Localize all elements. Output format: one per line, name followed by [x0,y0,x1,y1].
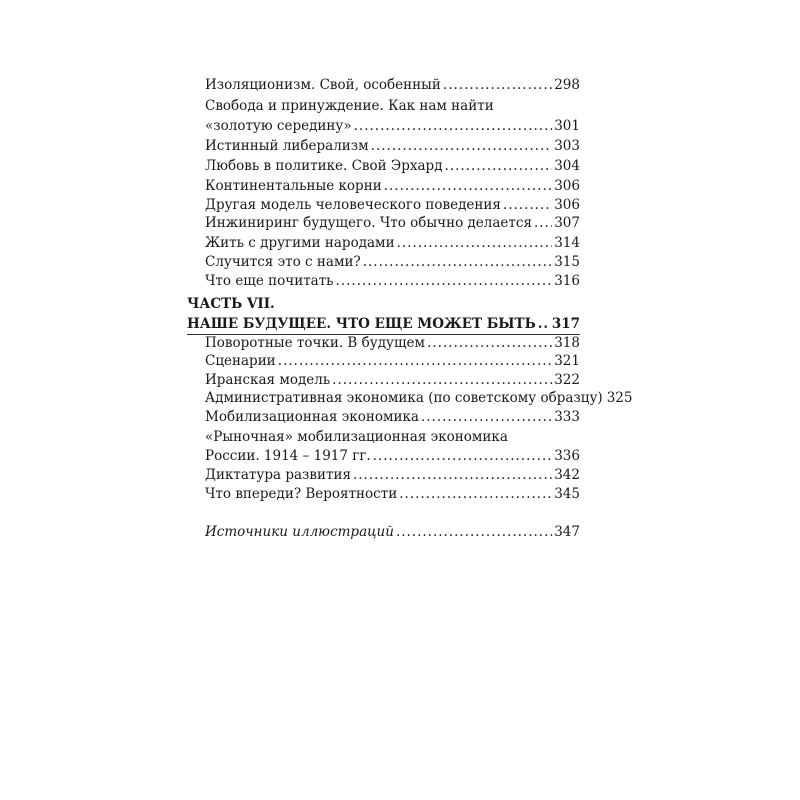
toc-entry[interactable] [205,75,580,95]
toc-entry-title: Сценарии [205,353,276,369]
toc-entry-title-line1: Свобода и принуждение. Как нам найти [205,98,494,114]
dot-leader [396,522,552,542]
toc-page-number: 306 [554,178,580,194]
dot-leader [278,351,553,371]
toc-entry[interactable] [205,271,580,291]
toc-page-number: 333 [554,409,580,425]
toc-entry-title: Поворотные точки. В будущем [205,335,426,351]
toc-entry[interactable] [205,156,580,176]
toc-page-number: 316 [554,273,580,289]
dot-leader [443,75,552,95]
dot-leader [503,195,552,215]
dot-leader [371,136,553,156]
dot-leader [354,116,553,136]
toc-page-number: 304 [554,158,580,174]
dot-leader [427,333,552,353]
toc-page-number: 318 [554,335,580,351]
toc-entry[interactable] [205,370,580,390]
toc-entry[interactable] [205,116,580,136]
toc-entry-title: Континентальные корни [205,178,382,194]
dot-leader [332,370,552,390]
toc-page-number: 347 [554,524,580,540]
dot-leader [373,446,553,466]
part-title: НАШЕ БУДУЩЕЕ. ЧТО ЕЩЕ МОЖЕТ БЫТЬ [187,316,536,332]
dot-leader [353,465,552,485]
toc-entry-title-line1: «Рыночная» мобилизационная экономика [205,429,508,445]
toc-page-number: 322 [554,372,580,388]
dot-leader [445,156,553,176]
toc-entry[interactable] [205,333,580,353]
toc-page-number: 317 [551,316,580,332]
toc-page-number: 307 [554,215,580,231]
toc-entry-title: Что еще почитать [205,273,334,289]
toc-entry[interactable] [205,213,580,233]
toc-entry[interactable] [205,388,633,408]
toc-entry[interactable] [205,446,580,466]
toc-page-number: 303 [554,138,580,154]
toc-entry[interactable] [205,484,580,504]
toc-entry[interactable] [205,351,580,371]
toc-entry[interactable] [205,233,580,253]
toc-page-number: 298 [554,77,580,93]
dot-leader [363,252,553,272]
dot-leader [397,233,553,253]
toc-entry-title: Административная экономика (по советскому образцу) [205,390,603,406]
toc-entry-title: Случится это с нами? [205,254,361,270]
toc-entry-title: Что впереди? Вероятности [205,486,398,502]
toc-entry-title: Инжиниринг будущего. Что обычно делается [205,215,532,231]
part-label: ЧАСТЬ VII. [187,296,275,312]
toc-entry[interactable] [205,136,580,156]
toc-entry-title: Жить с другими народами [205,235,395,251]
toc-page-number: 306 [554,197,580,213]
toc-entry-title: Источники иллюстраций [205,524,394,540]
toc-entry-illustrations[interactable] [205,522,580,542]
toc-page-number: 301 [554,118,580,134]
toc-entry-title: «золотую середину» [205,118,352,134]
dot-leader [538,314,550,334]
dot-leader [399,484,552,504]
toc-page-number: 321 [554,353,580,369]
dot-leader [421,407,552,427]
toc-entry[interactable] [205,407,580,427]
toc-entry[interactable] [205,176,580,196]
dot-leader [336,271,553,291]
toc-entry[interactable] [205,195,580,215]
dot-leader [384,176,553,196]
toc-entry-title: Диктатура развития [205,467,351,483]
toc-entry-title: Мобилизационная экономика [205,409,419,425]
toc-page-number: 345 [554,486,580,502]
toc-entry-title: России. 1914 – 1917 гг. [205,448,371,464]
toc-page-number: 342 [554,467,580,483]
dot-leader [534,213,552,233]
toc-page-number: 325 [606,390,633,406]
part-title-entry[interactable] [187,314,580,334]
toc-page-number: 315 [554,254,580,270]
toc-entry[interactable] [205,465,580,485]
toc-entry-title: Истинный либерализм [205,138,369,154]
toc-entry-title: Изоляционизм. Свой, особенный [205,77,441,93]
toc-entry-title: Другая модель человеческого поведения [205,197,501,213]
toc-entry[interactable] [205,252,580,272]
toc-entry-title: Любовь в политике. Свой Эрхард [205,158,443,174]
toc-page-number: 336 [554,448,580,464]
toc-page-number: 314 [554,235,580,251]
toc-entry-title: Иранская модель [205,372,331,388]
